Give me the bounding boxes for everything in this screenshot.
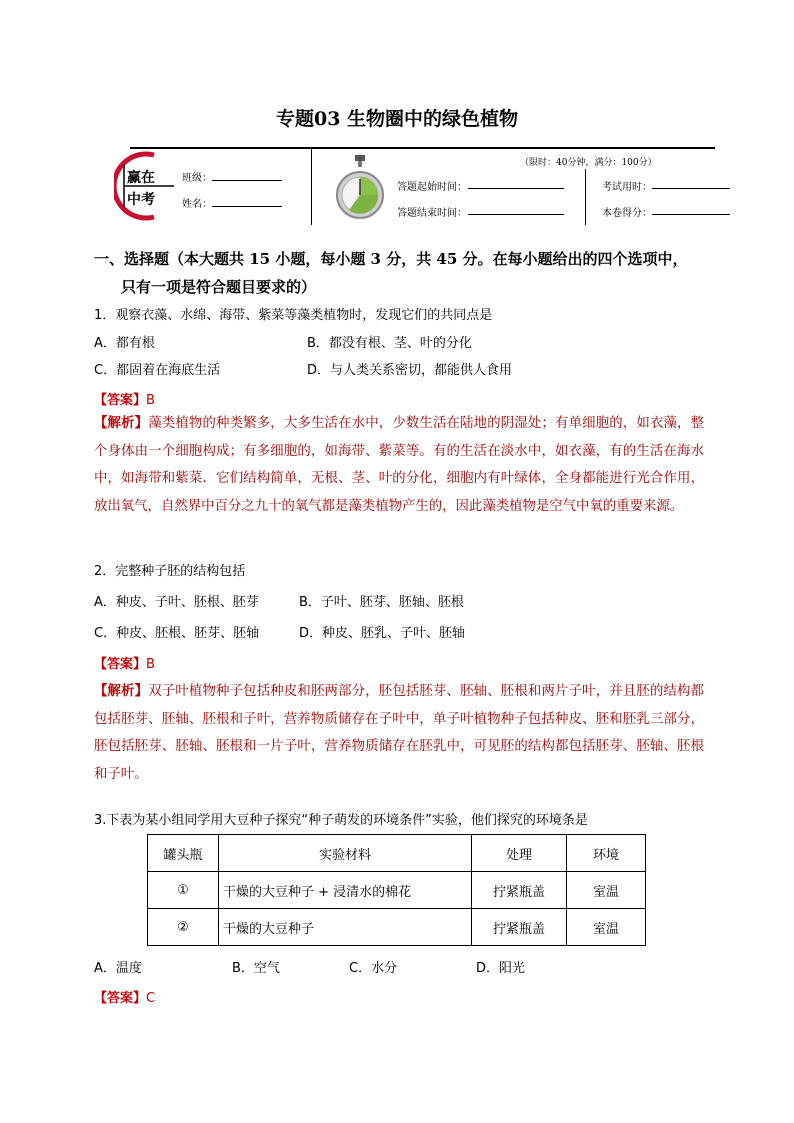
exam-time-field[interactable] (652, 188, 730, 189)
end-time-field[interactable] (468, 214, 564, 215)
table-cell: 室温 (567, 872, 646, 909)
answer-tag: 【答案】 (94, 991, 147, 1006)
start-time-label: 答题起始时间： (397, 182, 467, 193)
explanation-text: 藻类植物的种类繁多，大多生活在水中，少数生活在陆地的阴湿处；有单细胞的，如衣藻，整个身体由一个细胞构成；有多细胞的，如海带、紫菜等。有的生活在淡水中，如衣藻，有的生活在海水中，如海带和紫菜．它们结构简单，无根、茎、叶的分化，细胞内有叶绿体，全身都能进行光合作用，放出氧气，自然界中百分之九十的氧气都是藻类植物产生的，因此藻类植物是空气中氧的重要来源。 (94, 416, 705, 514)
explanation-tag: 【解析】 (94, 684, 149, 699)
name-field[interactable] (212, 206, 282, 207)
q2-answer (94, 653, 155, 672)
table-cell: ① (148, 872, 219, 909)
q3-option-d[interactable]: D．阳光 (476, 961, 526, 976)
q1-option-c[interactable]: C．都固着在海底生活 (94, 363, 221, 378)
name-label: 姓名： (182, 199, 212, 210)
class-label: 班级： (182, 173, 212, 184)
table-cell: 拧紧瓶盖 (472, 872, 567, 909)
q3-answer (94, 987, 155, 1006)
table-header-cell: 环境 (567, 835, 646, 872)
header-divider (311, 147, 312, 225)
score-label: 本卷得分： (602, 208, 652, 219)
header-band (110, 147, 710, 227)
q3-option-b[interactable]: B．空气 (232, 961, 280, 976)
start-time-field[interactable] (468, 188, 564, 189)
table-header-cell: 实验材料 (219, 835, 472, 872)
question-3-stem: 3.下表为某小组同学用大豆种子探究“种子萌发的环境条件”实验，他们探究的环境条是 (94, 813, 588, 828)
class-field[interactable] (212, 180, 282, 181)
section-line-1: 一、选择题（本大题共 15 小题，每小题 3 分，共 45 分。在每小题给出的四个选项中， (94, 250, 688, 268)
q3-option-a[interactable]: A．温度 (94, 961, 142, 976)
experiment-table (147, 834, 646, 946)
section-heading (94, 245, 714, 301)
q1-answer (94, 389, 155, 408)
section-line-2: 只有一项是符合题目要求的） (121, 278, 317, 296)
q1-option-b[interactable]: B．都没有根、茎、叶的分化 (307, 336, 472, 351)
table-cell: 干燥的大豆种子 + 浸清水的棉花 (219, 872, 472, 909)
logo-text-top: 赢在 (127, 170, 155, 186)
header-divider-right (585, 169, 586, 225)
end-time-label: 答题结束时间： (397, 208, 467, 219)
logo-text-bottom: 中考 (127, 192, 155, 208)
q2-option-d[interactable]: D．种皮、胚乳、子叶、胚轴 (299, 626, 466, 641)
q1-explanation (94, 410, 704, 520)
table-cell: 室温 (567, 909, 646, 946)
q2-option-b[interactable]: B．子叶、胚芽、胚轴、胚根 (299, 595, 464, 610)
score-field[interactable] (652, 214, 730, 215)
answer-value: C (146, 991, 156, 1006)
stopwatch-icon (335, 153, 385, 225)
q2-option-c[interactable]: C．种皮、胚根、胚芽、胚轴 (94, 626, 260, 641)
q3-option-c[interactable]: C．水分 (349, 961, 398, 976)
q2-explanation (94, 678, 704, 788)
header-top-rule (130, 147, 715, 149)
answer-value: B (146, 393, 155, 408)
time-limit-note: （限时：40分钟，满分：100分） (520, 158, 657, 168)
q1-option-d[interactable]: D．与人类关系密切，都能供人食用 (307, 363, 513, 378)
q1-option-a[interactable]: A．都有根 (94, 336, 155, 351)
explanation-tag: 【解析】 (94, 416, 149, 431)
question-1-stem: 1．观察衣藻、水绵、海带、紫菜等藻类植物时，发现它们的共同点是 (94, 308, 493, 323)
table-row (148, 909, 646, 946)
answer-tag: 【答案】 (94, 657, 147, 672)
table-header-cell: 处理 (472, 835, 567, 872)
table-header-row (148, 835, 646, 872)
answer-tag: 【答案】 (94, 393, 147, 408)
question-2-stem: 2．完整种子胚的结构包括 (94, 564, 246, 579)
table-header-cell: 罐头瓶 (148, 835, 219, 872)
table-cell: 干燥的大豆种子 (219, 909, 472, 946)
table-cell: 拧紧瓶盖 (472, 909, 567, 946)
q2-option-a[interactable]: A．种皮、子叶、胚根、胚芽 (94, 595, 259, 610)
table-row (148, 872, 646, 909)
explanation-text: 双子叶植物种子包括种皮和胚两部分，胚包括胚芽、胚轴、胚根和两片子叶，并且胚的结构都包括胚芽、胚轴、胚根和子叶，营养物质储存在子叶中，单子叶植物种子包括种皮、胚和胚乳三部分，胚包括胚芽、胚轴、胚根和一片子叶，营养物质储存在胚乳中，可见胚的结构都包括胚芽、胚轴、胚根和子叶。 (94, 684, 705, 782)
table-cell: ② (148, 909, 219, 946)
answer-value: B (146, 657, 155, 672)
page-title: 专题03 生物圈中的绿色植物 (275, 108, 519, 130)
exam-time-label: 考试用时： (602, 182, 652, 193)
